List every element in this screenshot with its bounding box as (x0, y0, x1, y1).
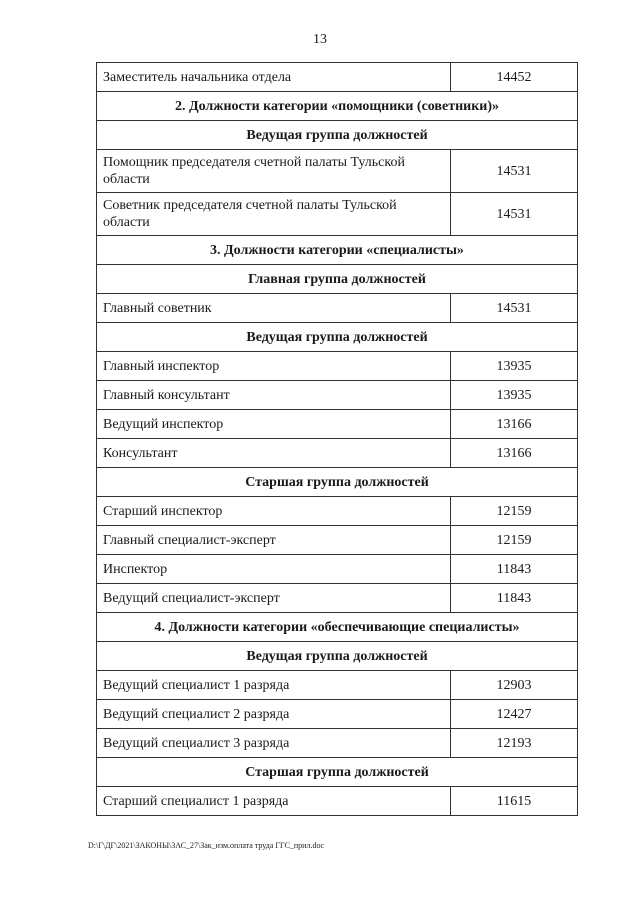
position-row (97, 700, 578, 729)
group-heading: Ведущая группа должностей (97, 323, 578, 352)
salary-value: 14531 (450, 294, 577, 323)
group-heading: 2. Должности категории «помощники (советники)» (97, 92, 578, 121)
position-row (97, 555, 578, 584)
group-heading: Ведущая группа должностей (97, 642, 578, 671)
position-name: Старший специалист 1 разряда (97, 787, 451, 816)
group-heading: Ведущая группа должностей (97, 121, 578, 150)
group-heading-row (97, 92, 578, 121)
position-row (97, 352, 578, 381)
position-name: Помощник председателя счетной палаты Тульской области (97, 150, 451, 193)
position-name: Ведущий инспектор (97, 410, 451, 439)
salary-value: 12427 (450, 700, 577, 729)
group-heading: Старшая группа должностей (97, 468, 578, 497)
salary-value: 13166 (450, 439, 577, 468)
salary-value: 13166 (450, 410, 577, 439)
position-name: Советник председателя счетной палаты Тульской области (97, 193, 451, 236)
salary-value: 11843 (450, 555, 577, 584)
group-heading-row (97, 121, 578, 150)
position-name: Консультант (97, 439, 451, 468)
salary-value: 12159 (450, 497, 577, 526)
position-row (97, 381, 578, 410)
group-heading-row (97, 323, 578, 352)
position-row (97, 497, 578, 526)
group-heading-row (97, 758, 578, 787)
position-name: Главный советник (97, 294, 451, 323)
salary-value: 11843 (450, 584, 577, 613)
position-name: Инспектор (97, 555, 451, 584)
salary-table (96, 62, 578, 816)
group-heading: 4. Должности категории «обеспечивающие специалисты» (97, 613, 578, 642)
page-number: 13 (313, 32, 327, 47)
position-name: Главный консультант (97, 381, 451, 410)
salary-value: 12903 (450, 671, 577, 700)
position-row (97, 150, 578, 193)
salary-table-body (97, 63, 578, 816)
position-row (97, 729, 578, 758)
position-row (97, 584, 578, 613)
position-name: Заместитель начальника отдела (97, 63, 451, 92)
salary-value: 12159 (450, 526, 577, 555)
group-heading-row (97, 613, 578, 642)
group-heading: 3. Должности категории «специалисты» (97, 236, 578, 265)
salary-value: 13935 (450, 352, 577, 381)
group-heading-row (97, 265, 578, 294)
salary-value: 14452 (450, 63, 577, 92)
position-row (97, 193, 578, 236)
salary-value: 11615 (450, 787, 577, 816)
position-name: Старший инспектор (97, 497, 451, 526)
position-row (97, 526, 578, 555)
salary-value: 14531 (450, 193, 577, 236)
group-heading: Старшая группа должностей (97, 758, 578, 787)
group-heading: Главная группа должностей (97, 265, 578, 294)
position-row (97, 63, 578, 92)
position-row (97, 294, 578, 323)
position-row (97, 410, 578, 439)
group-heading-row (97, 642, 578, 671)
position-row (97, 439, 578, 468)
position-row (97, 671, 578, 700)
position-name: Главный инспектор (97, 352, 451, 381)
salary-value: 14531 (450, 150, 577, 193)
salary-value: 13935 (450, 381, 577, 410)
file-path-footer: D:\Г\ДГ\2021\ЗАКОНЫ\ЗАС_27\Зак_изм.оплата труда ГГС_прил.doc (88, 841, 325, 850)
position-name: Ведущий специалист 3 разряда (97, 729, 451, 758)
position-name: Главный специалист-эксперт (97, 526, 451, 555)
position-name: Ведущий специалист 1 разряда (97, 671, 451, 700)
group-heading-row (97, 236, 578, 265)
group-heading-row (97, 468, 578, 497)
position-name: Ведущий специалист 2 разряда (97, 700, 451, 729)
position-row (97, 787, 578, 816)
salary-value: 12193 (450, 729, 577, 758)
position-name: Ведущий специалист-эксперт (97, 584, 451, 613)
